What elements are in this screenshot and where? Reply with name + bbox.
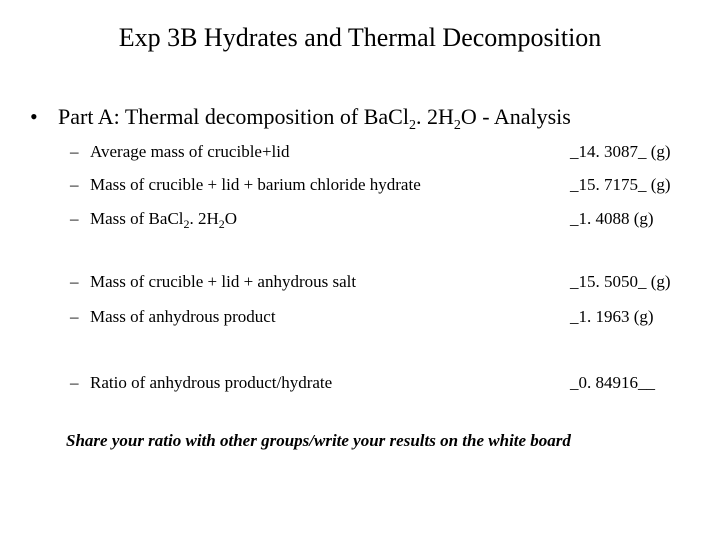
slide-title: Exp 3B Hydrates and Thermal Decomposition xyxy=(118,23,602,52)
row-mass-anhydrous-total xyxy=(70,271,710,293)
row-value: _1. 1963 (g) xyxy=(570,307,654,326)
dash-icon: – xyxy=(70,209,79,228)
heading-mid: . 2H xyxy=(415,104,454,129)
dash-icon: – xyxy=(70,373,79,392)
dash-icon: – xyxy=(70,175,79,194)
row-label-mid: . 2H xyxy=(189,209,219,228)
row-label-subscript-1: 2 xyxy=(183,217,190,231)
row-value: _1. 4088 (g) xyxy=(570,209,654,228)
row-mass-hydrate-total xyxy=(70,174,710,196)
row-label: Ratio of anhydrous product/hydrate xyxy=(90,373,333,392)
row-label: Average mass of crucible+lid xyxy=(90,142,290,161)
row-value: _15. 7175_ (g) xyxy=(570,175,671,194)
heading-suffix: O - Analysis xyxy=(460,104,571,129)
dash-icon: – xyxy=(70,307,79,326)
row-label: Mass of crucible + lid + anhydrous salt xyxy=(90,272,357,291)
row-average-mass xyxy=(70,141,710,163)
row-label-subscript-2: 2 xyxy=(218,217,225,231)
heading-subscript-2: 2 xyxy=(453,118,461,133)
row-label: Mass of anhydrous product xyxy=(90,307,276,326)
heading-subscript-1: 2 xyxy=(408,118,416,133)
row-label-prefix: Mass of Ba xyxy=(90,209,168,228)
heading-cl: Cl xyxy=(388,104,409,129)
dash-icon: – xyxy=(70,142,79,161)
row-label: Mass of crucible + lid + barium chloride hydrate xyxy=(90,175,421,194)
row-value: _0. 84916__ xyxy=(570,373,655,392)
row-ratio xyxy=(70,372,710,394)
bullet-icon: • xyxy=(30,104,38,129)
row-label-cl: Cl xyxy=(167,209,184,228)
heading-prefix: Part A: Thermal decomposition of Ba xyxy=(58,104,389,129)
row-mass-anhydrous xyxy=(70,306,710,328)
instruction-note: Share your ratio with other groups/write your results on the white board xyxy=(66,431,571,450)
row-label-suffix: O xyxy=(224,209,238,228)
part-a-heading xyxy=(30,102,571,136)
row-value: _15. 5050_ (g) xyxy=(570,272,671,291)
row-value: _14. 3087_ (g) xyxy=(570,142,671,161)
dash-icon: – xyxy=(70,272,79,291)
row-mass-hydrate xyxy=(70,208,710,231)
